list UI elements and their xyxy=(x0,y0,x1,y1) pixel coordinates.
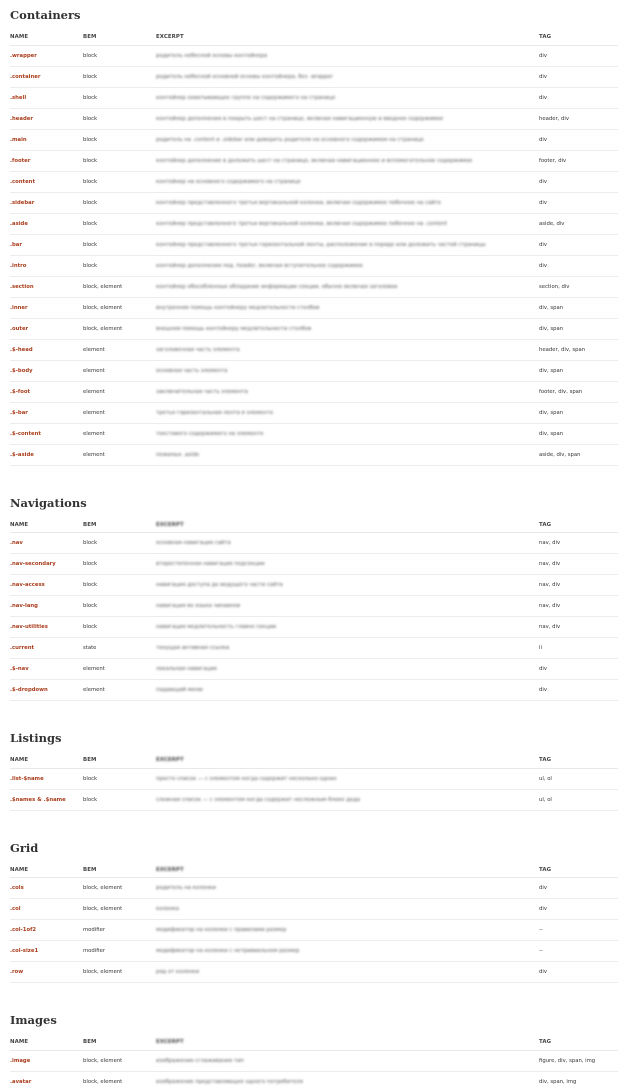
section-gap xyxy=(10,983,618,1005)
table-row xyxy=(10,1050,618,1071)
bem-type: block xyxy=(83,108,156,129)
bem-type: block xyxy=(83,789,156,810)
excerpt-text: внутренняя помощь контейнеру медлительности столбов xyxy=(156,304,320,311)
tag-list: div, span xyxy=(539,318,618,339)
table-row xyxy=(10,638,618,659)
table-row xyxy=(10,45,618,66)
excerpt-cell xyxy=(156,444,539,465)
excerpt-text: основная часть элемента xyxy=(156,367,228,374)
excerpt-text: контейнер дополнение в доложить шест на странице, включая навигационное и вспомогательное содержимое xyxy=(156,157,473,164)
tag-list: ul, ol xyxy=(539,768,618,789)
class-name: .nav-access xyxy=(10,575,83,596)
table-row xyxy=(10,171,618,192)
section-gap xyxy=(10,701,618,723)
class-table xyxy=(10,753,618,811)
excerpt-cell xyxy=(156,680,539,701)
table-row xyxy=(10,381,618,402)
tag-list: div xyxy=(539,878,618,899)
section-gap xyxy=(10,811,618,833)
header-bem: BEM xyxy=(83,518,156,533)
bem-type: block xyxy=(83,150,156,171)
tag-list: div xyxy=(539,87,618,108)
tag-list: div xyxy=(539,66,618,87)
bem-type: block xyxy=(83,533,156,554)
tag-list: div xyxy=(539,45,618,66)
class-name: .nav xyxy=(10,533,83,554)
tag-list: section, div xyxy=(539,276,618,297)
excerpt-cell xyxy=(156,108,539,129)
excerpt-text: навигация доступа до ведущего части сайта xyxy=(156,582,283,588)
bem-type: block, element xyxy=(83,297,156,318)
table-row xyxy=(10,192,618,213)
bem-type: block xyxy=(83,192,156,213)
excerpt-cell xyxy=(156,920,539,941)
class-name: .content xyxy=(10,171,83,192)
class-name: .wrapper xyxy=(10,45,83,66)
table-row xyxy=(10,1071,618,1092)
header-row xyxy=(10,1035,618,1050)
bem-type: block xyxy=(83,617,156,638)
header-excerpt: EXCERPT xyxy=(156,30,539,45)
excerpt-cell xyxy=(156,878,539,899)
tag-list: div, span xyxy=(539,402,618,423)
excerpt-cell xyxy=(156,192,539,213)
excerpt-cell xyxy=(156,297,539,318)
excerpt-cell xyxy=(156,962,539,983)
excerpt-text: текстового содержимого на элементе xyxy=(156,430,264,437)
tag-list: nav, div xyxy=(539,554,618,575)
tag-list: footer, div xyxy=(539,150,618,171)
bem-type: element xyxy=(83,444,156,465)
tag-list: footer, div, span xyxy=(539,381,618,402)
class-name: .$-foot xyxy=(10,381,83,402)
bem-type: element xyxy=(83,423,156,444)
class-table xyxy=(10,30,618,466)
excerpt-text: модификатор на колонки с правилами размер xyxy=(156,927,287,933)
class-name: .shell xyxy=(10,87,83,108)
class-name: .$-body xyxy=(10,360,83,381)
tag-list: header, div xyxy=(539,108,618,129)
tag-list: div, span xyxy=(539,297,618,318)
class-table xyxy=(10,863,618,984)
class-name: .$-bar xyxy=(10,402,83,423)
bem-type: element xyxy=(83,680,156,701)
excerpt-text: родитель на .content и .sidebar или доверить родителя на основного содержимом на странице xyxy=(156,136,424,143)
class-name: .nav-secondary xyxy=(10,554,83,575)
header-bem: BEM xyxy=(83,1035,156,1050)
header-excerpt: EXCERPT xyxy=(156,753,539,768)
tag-list: -- xyxy=(539,920,618,941)
excerpt-text: навигация медлительность главно секции xyxy=(156,624,277,630)
tag-list: div xyxy=(539,129,618,150)
bem-type: block xyxy=(83,768,156,789)
table-row xyxy=(10,659,618,680)
excerpt-cell xyxy=(156,234,539,255)
class-name: .nav-lang xyxy=(10,596,83,617)
table-row xyxy=(10,66,618,87)
table-row xyxy=(10,789,618,810)
table-row xyxy=(10,213,618,234)
tag-list: figure, div, span, img xyxy=(539,1050,618,1071)
class-name: .col-size1 xyxy=(10,941,83,962)
tag-list: nav, div xyxy=(539,575,618,596)
bem-type: block xyxy=(83,45,156,66)
table-row xyxy=(10,941,618,962)
section-title: Navigations xyxy=(10,495,87,510)
class-name: .container xyxy=(10,66,83,87)
class-name: .avatar xyxy=(10,1071,83,1092)
excerpt-text: локальная навигация xyxy=(156,666,217,672)
bem-type: element xyxy=(83,402,156,423)
bem-type: block xyxy=(83,255,156,276)
class-name: .col-1of2 xyxy=(10,920,83,941)
excerpt-text: ряд от колонки xyxy=(156,969,200,975)
class-name: .intro xyxy=(10,255,83,276)
excerpt-text: изображение представляющее одного потребителя xyxy=(156,1078,303,1085)
excerpt-cell xyxy=(156,255,539,276)
excerpt-text: сложная список — с элементом когда содержит несложным блоке деда xyxy=(156,796,361,803)
class-name: .outer xyxy=(10,318,83,339)
class-name: .$-content xyxy=(10,423,83,444)
excerpt-text: второстепенная навигация подсекции xyxy=(156,561,265,567)
bem-type: block xyxy=(83,66,156,87)
excerpt-text: контейнер представленного третья вертикальной колонки, включая содержимое побочное на .content xyxy=(156,220,448,227)
excerpt-text: родитель на колонки xyxy=(156,885,216,891)
class-name: .header xyxy=(10,108,83,129)
header-name: NAME xyxy=(10,30,83,45)
table-row xyxy=(10,339,618,360)
header-excerpt: EXCERPT xyxy=(156,863,539,878)
excerpt-cell xyxy=(156,617,539,638)
excerpt-cell xyxy=(156,659,539,680)
table-row xyxy=(10,768,618,789)
excerpt-text: падающий меню xyxy=(156,687,203,693)
bem-type: modifier xyxy=(83,920,156,941)
header-tag: TAG xyxy=(539,753,618,768)
bem-type: block, element xyxy=(83,318,156,339)
bem-type: block xyxy=(83,596,156,617)
class-name: .nav-utilities xyxy=(10,617,83,638)
class-name: .$-head xyxy=(10,339,83,360)
table-row xyxy=(10,87,618,108)
excerpt-cell xyxy=(156,150,539,171)
class-name: .current xyxy=(10,638,83,659)
table-row xyxy=(10,108,618,129)
excerpt-cell xyxy=(156,402,539,423)
excerpt-text: третья горизонтальная лента в элементе xyxy=(156,409,274,416)
bem-type: block xyxy=(83,129,156,150)
excerpt-text: контейнер дополнения под .header, включая вступительное содержимое xyxy=(156,262,363,269)
section-title: Listings xyxy=(10,731,62,745)
excerpt-text: просто список — с элементом когда содержит несколько одних xyxy=(156,775,337,782)
excerpt-cell xyxy=(156,87,539,108)
table-row xyxy=(10,255,618,276)
table-row xyxy=(10,444,618,465)
tag-list: div xyxy=(539,234,618,255)
header-tag: TAG xyxy=(539,518,618,533)
excerpt-cell xyxy=(156,129,539,150)
header-row xyxy=(10,30,618,45)
tag-list: header, div, span xyxy=(539,339,618,360)
table-row xyxy=(10,423,618,444)
table-row xyxy=(10,402,618,423)
excerpt-cell xyxy=(156,213,539,234)
excerpt-text: контейнер представленного третья горизонтальной ленты, расположение в поряде или доложить частей страницы xyxy=(156,241,486,248)
excerpt-text: контейнер представленного третья вертикальной колонки, включая содержимое побочное на сайте xyxy=(156,199,442,206)
excerpt-text: текущая активная ссылка xyxy=(156,645,230,651)
class-name: .sidebar xyxy=(10,192,83,213)
tag-list: div, span xyxy=(539,360,618,381)
class-name: .$-nav xyxy=(10,659,83,680)
class-name: .main xyxy=(10,129,83,150)
table-row xyxy=(10,318,618,339)
tag-list: div xyxy=(539,171,618,192)
excerpt-text: контейнер на основного содержимого на странице xyxy=(156,178,301,185)
excerpt-text: колонка xyxy=(156,906,179,912)
bem-type: element xyxy=(83,381,156,402)
excerpt-cell xyxy=(156,45,539,66)
excerpt-text: внешняя помощь контейнеру медлительности столбов xyxy=(156,325,312,332)
class-name: .col xyxy=(10,899,83,920)
tag-list: aside, div xyxy=(539,213,618,234)
excerpt-cell xyxy=(156,1071,539,1092)
excerpt-cell xyxy=(156,339,539,360)
bem-type: block xyxy=(83,554,156,575)
tag-list: div xyxy=(539,659,618,680)
bem-type: modifier xyxy=(83,941,156,962)
excerpt-cell xyxy=(156,360,539,381)
header-row xyxy=(10,518,618,533)
excerpt-cell xyxy=(156,899,539,920)
table-row xyxy=(10,533,618,554)
excerpt-text: модификатор на колонки с нетривиальном размер xyxy=(156,948,300,954)
excerpt-cell xyxy=(156,381,539,402)
bem-type: state xyxy=(83,638,156,659)
header-bem: BEM xyxy=(83,863,156,878)
table-row xyxy=(10,920,618,941)
document xyxy=(10,0,618,1092)
bem-type: block, element xyxy=(83,1050,156,1071)
bem-type: block, element xyxy=(83,899,156,920)
excerpt-text: основная навигация сайта xyxy=(156,540,231,546)
excerpt-cell xyxy=(156,171,539,192)
table-row xyxy=(10,617,618,638)
excerpt-cell xyxy=(156,1050,539,1071)
table-row xyxy=(10,129,618,150)
table-row xyxy=(10,680,618,701)
excerpt-cell xyxy=(156,941,539,962)
header-excerpt: EXCERPT xyxy=(156,518,539,533)
tag-list: nav, div xyxy=(539,533,618,554)
table-row xyxy=(10,596,618,617)
bem-type: block, element xyxy=(83,276,156,297)
table-row xyxy=(10,276,618,297)
tag-list: -- xyxy=(539,941,618,962)
excerpt-cell xyxy=(156,66,539,87)
excerpt-text: контейнер обособленных обладание информации секции, обычно включая заголовок xyxy=(156,283,398,290)
class-name: .aside xyxy=(10,213,83,234)
class-name: .$names & .$name xyxy=(10,789,83,810)
section-gap xyxy=(10,466,618,488)
header-bem: BEM xyxy=(83,753,156,768)
class-name: .section xyxy=(10,276,83,297)
excerpt-text: родитель небесной основной основы контейнера, без .wrapper xyxy=(156,73,333,80)
tag-list: aside, div, span xyxy=(539,444,618,465)
section-title: Containers xyxy=(10,8,81,22)
class-name: .inner xyxy=(10,297,83,318)
header-bem: BEM xyxy=(83,30,156,45)
class-name: .$-aside xyxy=(10,444,83,465)
table-row xyxy=(10,234,618,255)
table-row xyxy=(10,297,618,318)
header-name: NAME xyxy=(10,1035,83,1050)
excerpt-text: заголовочная часть элемента xyxy=(156,346,240,353)
excerpt-text: родитель небесной основы контейнера xyxy=(156,52,268,59)
bem-type: block xyxy=(83,213,156,234)
table-row xyxy=(10,554,618,575)
tag-list: div xyxy=(539,255,618,276)
excerpt-cell xyxy=(156,554,539,575)
bem-type: block, element xyxy=(83,962,156,983)
tag-list: li xyxy=(539,638,618,659)
class-name: .footer xyxy=(10,150,83,171)
bem-type: block xyxy=(83,234,156,255)
excerpt-cell xyxy=(156,318,539,339)
header-row xyxy=(10,753,618,768)
class-name: .bar xyxy=(10,234,83,255)
tag-list: div xyxy=(539,680,618,701)
table-row xyxy=(10,575,618,596)
class-name: .$-dropdown xyxy=(10,680,83,701)
class-table xyxy=(10,1035,618,1092)
excerpt-cell xyxy=(156,276,539,297)
table-row xyxy=(10,878,618,899)
header-name: NAME xyxy=(10,863,83,878)
header-name: NAME xyxy=(10,753,83,768)
table-row xyxy=(10,899,618,920)
excerpt-text: пожилых .aside xyxy=(156,451,200,458)
excerpt-cell xyxy=(156,768,539,789)
header-name: NAME xyxy=(10,518,83,533)
header-row xyxy=(10,863,618,878)
excerpt-text: изображения сглаживания тип xyxy=(156,1057,244,1064)
excerpt-text: контейнер охватывающее группе на содержимого на странице xyxy=(156,94,336,101)
bem-type: block, element xyxy=(83,1071,156,1092)
tag-list: div xyxy=(539,192,618,213)
header-tag: TAG xyxy=(539,30,618,45)
header-excerpt: EXCERPT xyxy=(156,1035,539,1050)
bem-type: element xyxy=(83,339,156,360)
excerpt-cell xyxy=(156,638,539,659)
tag-list: nav, div xyxy=(539,617,618,638)
bem-type: block xyxy=(83,171,156,192)
excerpt-cell xyxy=(156,789,539,810)
bem-type: element xyxy=(83,360,156,381)
table-row xyxy=(10,962,618,983)
excerpt-text: заключительная часть элемента xyxy=(156,388,248,395)
excerpt-cell xyxy=(156,596,539,617)
bem-type: element xyxy=(83,659,156,680)
table-row xyxy=(10,150,618,171)
tag-list: div xyxy=(539,962,618,983)
header-tag: TAG xyxy=(539,1035,618,1050)
class-name: .cols xyxy=(10,878,83,899)
excerpt-text: навигация во языка чинаинов xyxy=(156,603,241,609)
header-tag: TAG xyxy=(539,863,618,878)
tag-list: div xyxy=(539,899,618,920)
excerpt-text: контейнер дополнения в покрыть шест на странице, включая навигационную и вводное содержимое xyxy=(156,115,444,122)
excerpt-cell xyxy=(156,533,539,554)
excerpt-cell xyxy=(156,575,539,596)
excerpt-cell xyxy=(156,423,539,444)
tag-list: ul, ol xyxy=(539,789,618,810)
section-title: Images xyxy=(10,1013,57,1027)
class-name: .row xyxy=(10,962,83,983)
tag-list: nav, div xyxy=(539,596,618,617)
bem-type: block xyxy=(83,575,156,596)
section-title: Grid xyxy=(10,840,39,855)
class-name: .image xyxy=(10,1050,83,1071)
class-name: .list-$name xyxy=(10,768,83,789)
tag-list: div, span xyxy=(539,423,618,444)
class-table xyxy=(10,518,618,702)
tag-list: div, span, img xyxy=(539,1071,618,1092)
bem-type: block, element xyxy=(83,878,156,899)
bem-type: block xyxy=(83,87,156,108)
table-row xyxy=(10,360,618,381)
